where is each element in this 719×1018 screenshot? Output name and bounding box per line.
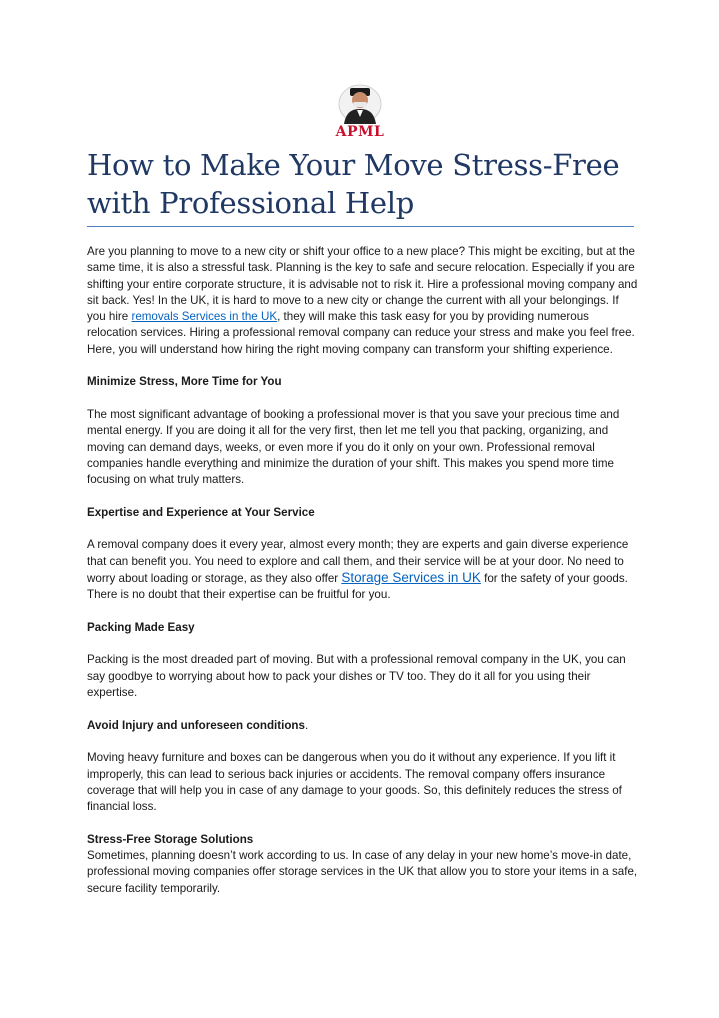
paragraph-packing: Packing is the most dreaded part of moving. But with a professional removal company in the UK, you can say goodbye to worrying about how to pack your dishes or TV too. They do it all for you using their expertise.: [87, 653, 626, 700]
heading-avoid-injury-line: [87, 718, 639, 734]
heading-expertise: Expertise and Experience at Your Service: [87, 505, 315, 519]
paragraph-expertise: [87, 537, 639, 603]
article-body: [87, 244, 639, 913]
heading-avoid-injury-period: .: [304, 718, 309, 732]
portrait-icon: [338, 84, 382, 124]
heading-minimize-stress: Minimize Stress, More Time for You: [87, 375, 282, 389]
intro-text-before: Are you planning to move to a new city or shift your office to a new place? This might be exciting, but at the same time, it is also a stressful task. Planning is the key to safe and secure relocation. Especially if you are shifting your entire corporate structure, it is advisable not to risk it. Hire a professional moving company and sit back. Yes! In the UK, it is hard to move to a new city or change the current with all your belongings. If you hire: [87, 245, 638, 324]
logo-wordmark: APML: [335, 124, 385, 140]
apml-logo: [326, 84, 394, 142]
heading-storage-solutions: Stress-Free Storage Solutions: [87, 832, 254, 846]
heading-packing: Packing Made Easy: [87, 620, 195, 634]
expertise-text-before: A removal company does it every year, almost every month; they are experts and gain diverse experience that can benefit you. You need to explore and call them, and their service will be at your door. No need to worry about loading or storage, as they also offer: [87, 538, 629, 585]
paragraph-minimize-stress: The most significant advantage of booking a professional mover is that you save your precious time and mental energy. If you are doing it all for the very first, then let me tell you that packing, organizing, and moving can demand days, weeks, or even more if you do it only on your own. Professional removal companies handle everything and minimize the duration of your shift. This makes you spend more time focusing on what truly matters.: [87, 407, 620, 487]
paragraph-avoid-injury: Moving heavy furniture and boxes can be dangerous when you do it without any experience. If you lift it improperly, this can lead to serious back injuries or accidents. The removal company offers insurance coverage that will help you in case of any damage to your goods. So, this definitely reduces the stress of financial loss.: [87, 751, 622, 814]
paragraph-storage-solutions: Sometimes, planning doesn’t work according to us. In case of any delay in your new home’s move-in date, professional moving companies offer storage services in the UK that allow you to store your items in a safe, secure facility temporarily.: [87, 848, 638, 895]
expertise-text-after: for the safety of your goods. There is no doubt that their expertise can be fruitful for you.: [87, 571, 628, 602]
title-divider: [87, 226, 634, 227]
storage-services-link[interactable]: Storage Services in UK: [341, 569, 481, 585]
intro-paragraph: [87, 244, 639, 358]
removals-services-link[interactable]: removals Services in the UK: [131, 310, 278, 324]
intro-text-after: , they will make this task easy for you by providing numerous relocation services. Hiring a professional removal company can reduce your stress and make you feel free. Here, you will understand how hiring the right moving company can transform your shifting experience.: [87, 310, 635, 356]
page-title: How to Make Your Move Stress-Free with Professional Help: [87, 148, 620, 220]
heading-avoid-injury: Avoid Injury and unforeseen conditions: [87, 718, 305, 732]
